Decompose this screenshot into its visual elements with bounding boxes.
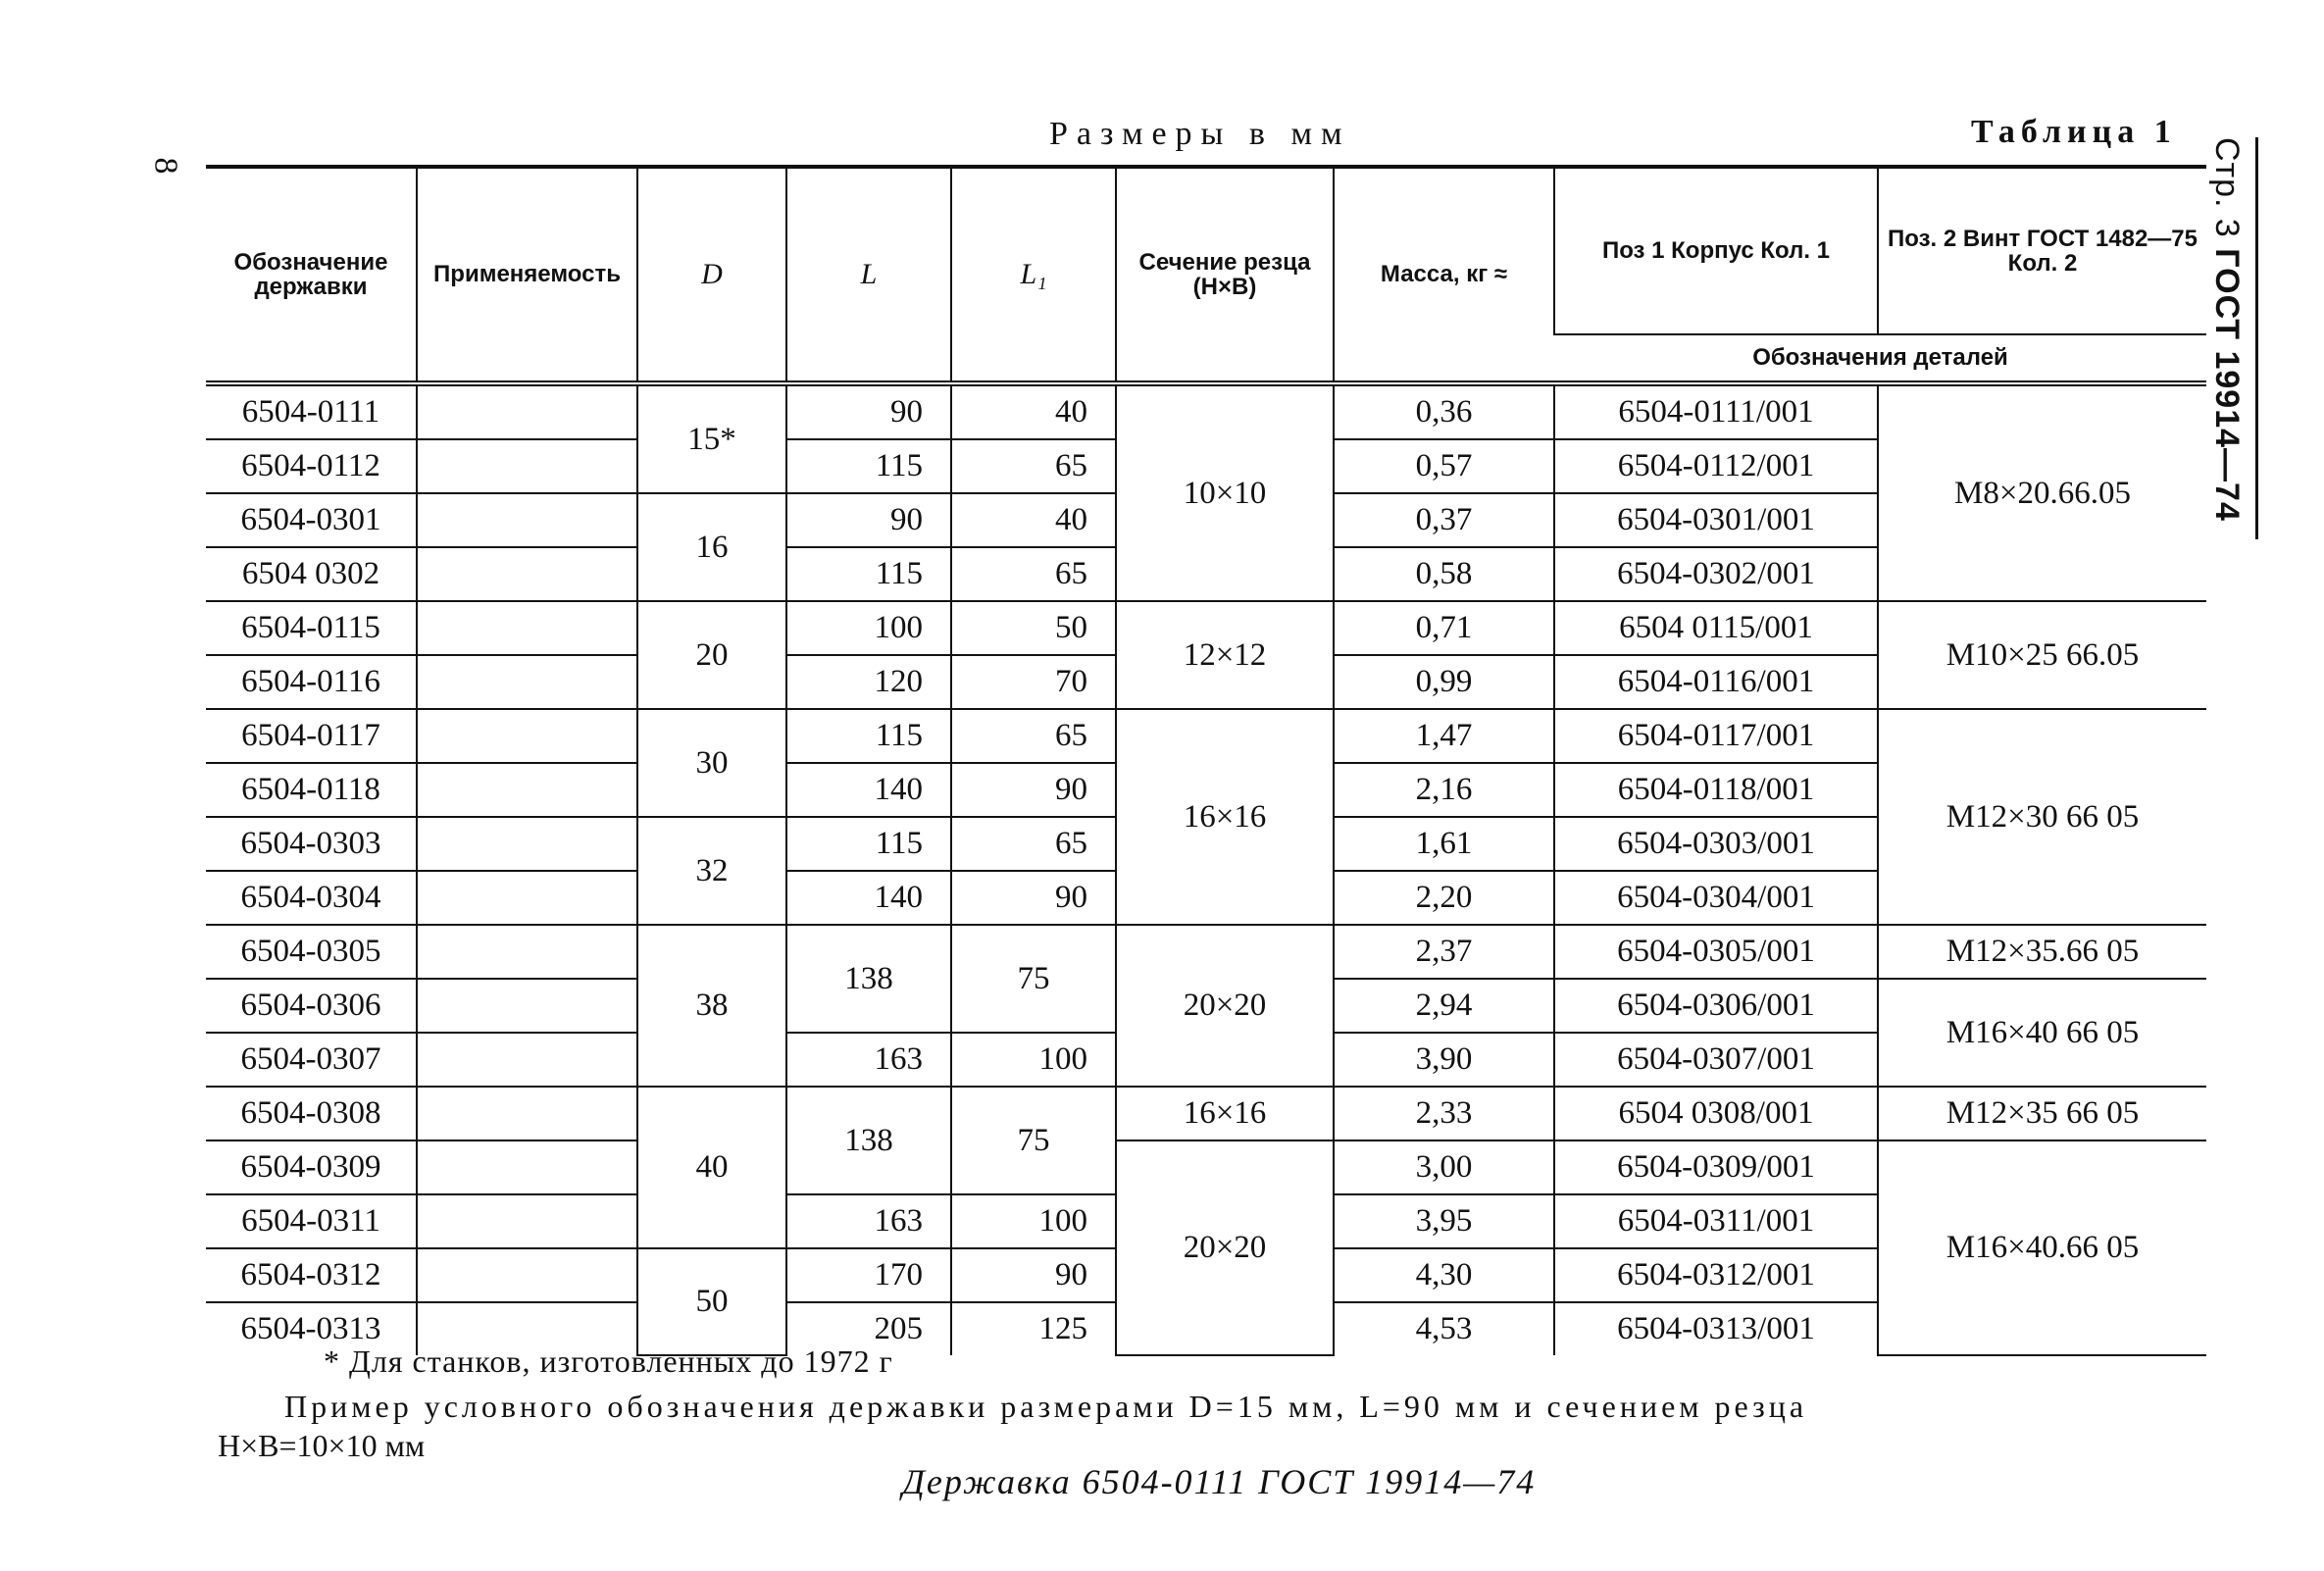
table-row (206, 383, 2206, 439)
l1-cell: 75 (951, 925, 1116, 1033)
table-row (206, 1140, 2206, 1194)
l-cell: 163 (786, 1033, 951, 1087)
l-cell: 170 (786, 1248, 951, 1302)
pos1-cell: 6504-0117/001 (1554, 709, 1878, 763)
l1-cell: 65 (951, 817, 1116, 871)
designation-cell: 6504-0309 (206, 1140, 417, 1194)
l1-cell: 90 (951, 1248, 1116, 1302)
pos2-cell: M8×20.66.05 (1878, 383, 2206, 601)
designation-cell: 6504-0112 (206, 439, 417, 493)
designation-cell: 6504-0116 (206, 655, 417, 709)
designation-cell: 6504-0308 (206, 1087, 417, 1140)
mass-cell: 2,37 (1334, 925, 1554, 979)
applicability-cell (417, 1194, 637, 1248)
l1-cell: 40 (951, 493, 1116, 547)
l-cell: 138 (786, 925, 951, 1033)
applicability-cell (417, 601, 637, 655)
header-pos1: Поз 1 Корпус Кол. 1 (1554, 167, 1878, 334)
pos1-cell: 6504-0307/001 (1554, 1033, 1878, 1087)
l-cell: 115 (786, 547, 951, 601)
l1-cell: 65 (951, 439, 1116, 493)
designation-cell: 6504-0118 (206, 763, 417, 817)
mass-cell: 3,95 (1334, 1194, 1554, 1248)
section-cell: 12×12 (1116, 601, 1334, 709)
designation-cell: 6504 0302 (206, 547, 417, 601)
pos1-cell: 6504-0309/001 (1554, 1140, 1878, 1194)
l-cell: 120 (786, 655, 951, 709)
l-cell: 90 (786, 383, 951, 439)
l-cell: 140 (786, 763, 951, 817)
pos1-cell: 6504-0111/001 (1554, 383, 1878, 439)
d-cell: 15* (637, 383, 786, 493)
gost-code: ГОСТ 19914—74 (2208, 248, 2246, 522)
pos2-cell: M10×25 66.05 (1878, 601, 2206, 709)
pos1-cell: 6504-0311/001 (1554, 1194, 1878, 1248)
designation-cell: 6504-0313 (240, 1311, 381, 1346)
table-row (206, 709, 2206, 763)
dimensions-caption: Размеры в мм (1049, 116, 1351, 152)
applicability-cell (417, 439, 637, 493)
pos1-cell: 6504-0306/001 (1554, 979, 1878, 1033)
header-l: L (786, 167, 951, 383)
d-cell: 50 (637, 1248, 786, 1355)
pos2-cell: M12×30 66 05 (1878, 709, 2206, 925)
section-cell: 20×20 (1116, 925, 1334, 1087)
header-d: D (637, 167, 786, 383)
pos1-cell: 6504-0303/001 (1554, 817, 1878, 871)
footnote: * Для станков, изготовленных до 1972 г (324, 1343, 893, 1379)
applicability-cell (417, 547, 637, 601)
pos2-cell: M12×35 66 05 (1878, 1087, 2206, 1140)
l1-cell: 50 (951, 601, 1116, 655)
section-cell: 20×20 (1116, 1140, 1334, 1355)
d-cell: 30 (637, 709, 786, 817)
pos2-cell: M16×40 66 05 (1878, 979, 2206, 1087)
designation-cell: 6504-0305 (206, 925, 417, 979)
pos1-cell: 6504-0304/001 (1554, 871, 1878, 925)
l-cell: 163 (786, 1194, 951, 1248)
mass-cell: 0,57 (1334, 439, 1554, 493)
mass-cell: 4,53 (1334, 1302, 1554, 1355)
designation-cell: 6504-0306 (206, 979, 417, 1033)
mass-cell: 0,36 (1334, 383, 1554, 439)
applicability-cell (417, 871, 637, 925)
applicability-cell (417, 709, 637, 763)
pos2-cell: M16×40.66 05 (1878, 1140, 2206, 1355)
designation-cell: 6504-0312 (206, 1248, 417, 1302)
header-pos2: Поз. 2 Винт ГОСТ 1482—75 Кол. 2 (1878, 167, 2206, 334)
header-section: Сечение резца (H×B) (1116, 167, 1334, 383)
applicability-cell (417, 655, 637, 709)
designation-cell: 6504-0311 (206, 1194, 417, 1248)
table-row (206, 1087, 2206, 1140)
l-cell: 205 (786, 1302, 951, 1355)
mass-cell: 0,71 (1334, 601, 1554, 655)
designation-cell: 6504-0304 (206, 871, 417, 925)
l1-cell: 100 (951, 1194, 1116, 1248)
d-cell: 20 (637, 601, 786, 709)
mass-cell: 2,16 (1334, 763, 1554, 817)
pos1-cell: 6504-0302/001 (1554, 547, 1878, 601)
table-row (206, 925, 2206, 979)
mass-cell: 0,99 (1334, 655, 1554, 709)
header-designation: Обозначение державки (233, 248, 388, 300)
l1-cell: 75 (951, 1087, 1116, 1194)
pos1-cell: 6504-0118/001 (1554, 763, 1878, 817)
applicability-cell (417, 1140, 637, 1194)
pos1-cell: 6504-0301/001 (1554, 493, 1878, 547)
designation-cell: 6504-0301 (206, 493, 417, 547)
l1-cell: 90 (951, 871, 1116, 925)
header-mass: Масса, кг ≈ (1334, 167, 1554, 383)
example-text-continued: H×B=10×10 мм (218, 1428, 426, 1463)
applicability-cell (417, 493, 637, 547)
mass-cell: 1,47 (1334, 709, 1554, 763)
l1-cell: 70 (951, 655, 1116, 709)
mass-cell: 1,61 (1334, 817, 1554, 871)
d-cell: 38 (637, 925, 786, 1087)
pos1-cell: 6504-0313/001 (1554, 1302, 1878, 1355)
pos1-cell: 6504 0115/001 (1554, 601, 1878, 655)
l-cell: 90 (786, 493, 951, 547)
pos1-cell: 6504-0112/001 (1554, 439, 1878, 493)
d-cell: 16 (637, 493, 786, 601)
designation-example: Державка 6504-0111 ГОСТ 19914—74 (902, 1462, 1537, 1501)
d-cell: 32 (637, 817, 786, 925)
designation-cell: 6504-0111 (206, 383, 417, 439)
designation-cell: 6504-0307 (206, 1033, 417, 1087)
l1-cell: 100 (951, 1033, 1116, 1087)
l-cell: 115 (786, 817, 951, 871)
pos1-cell: 6504-0312/001 (1554, 1248, 1878, 1302)
mass-cell: 0,58 (1334, 547, 1554, 601)
applicability-cell (417, 925, 637, 979)
table-title: Таблица 1 (1971, 114, 2177, 150)
page-number: 8 (147, 157, 184, 175)
designation-cell: 6504-0303 (206, 817, 417, 871)
applicability-cell (417, 817, 637, 871)
section-cell: 10×10 (1116, 383, 1334, 601)
designation-cell: 6504-0117 (206, 709, 417, 763)
mass-cell: 4,30 (1334, 1248, 1554, 1302)
pos1-cell: 6504-0116/001 (1554, 655, 1878, 709)
designation-cell: 6504-0115 (206, 601, 417, 655)
l1-cell: 65 (951, 709, 1116, 763)
applicability-cell (417, 979, 637, 1033)
l-cell: 140 (786, 871, 951, 925)
example-text: Пример условного обозначения державки размерами D=15 мм, L=90 мм и сечением резца (284, 1389, 1808, 1424)
applicability-cell (417, 1248, 637, 1302)
pos1-cell: 6504-0305/001 (1554, 925, 1878, 979)
mass-cell: 2,33 (1334, 1087, 1554, 1140)
header-l1: L₁ (951, 167, 1116, 383)
l1-cell: 65 (951, 547, 1116, 601)
applicability-cell (417, 383, 637, 439)
l1-cell: 125 (951, 1302, 1116, 1355)
applicability-cell (417, 1033, 637, 1087)
mass-cell: 3,90 (1334, 1033, 1554, 1087)
pos1-cell: 6504 0308/001 (1554, 1087, 1878, 1140)
header-details: Обозначения деталей (1554, 334, 2206, 383)
mass-cell: 3,00 (1334, 1140, 1554, 1194)
l1-cell: 40 (951, 383, 1116, 439)
applicability-cell (417, 1087, 637, 1140)
mass-cell: 2,94 (1334, 979, 1554, 1033)
side-rule (2255, 137, 2258, 539)
holders-table (206, 165, 2206, 1356)
d-cell: 40 (637, 1087, 786, 1248)
mass-cell: 0,37 (1334, 493, 1554, 547)
applicability-cell (417, 763, 637, 817)
section-cell: 16×16 (1116, 709, 1334, 925)
table-row (206, 601, 2206, 655)
l-cell: 115 (786, 709, 951, 763)
mass-cell: 2,20 (1334, 871, 1554, 925)
pos2-cell: M12×35.66 05 (1878, 925, 2206, 979)
l1-cell: 90 (951, 763, 1116, 817)
l-cell: 115 (786, 439, 951, 493)
header-applicability: Применяемость (417, 167, 637, 383)
l-cell: 100 (786, 601, 951, 655)
page-ref: Стр. 3 (2208, 137, 2246, 238)
section-cell: 16×16 (1116, 1087, 1334, 1140)
l-cell: 138 (786, 1087, 951, 1194)
